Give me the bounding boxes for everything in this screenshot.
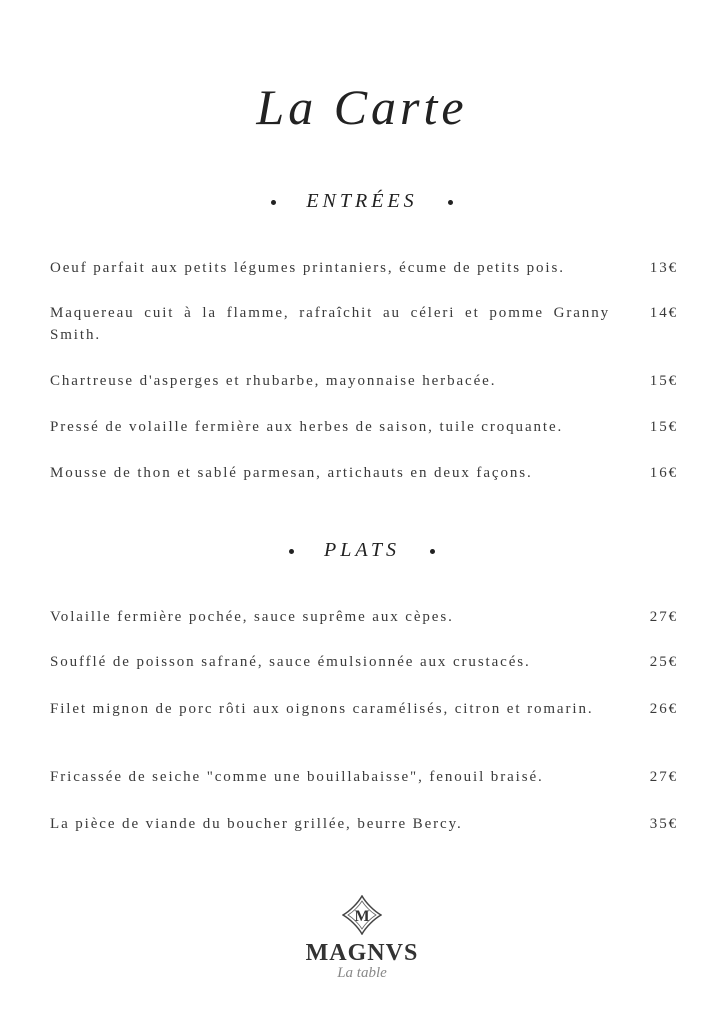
- bullet-icon: [430, 549, 435, 554]
- brand-subtitle: La table: [337, 965, 387, 981]
- menu-item: [50, 462, 678, 484]
- item-price: 26€: [649, 701, 678, 717]
- item-description: Pressé de volaille fermière aux herbes de saison, tuile croquante.: [50, 419, 564, 435]
- item-description: Oeuf parfait aux petits légumes printaniers, écume de petits pois.: [50, 260, 565, 276]
- item-description: Soufflé de poisson safrané, sauce émulsionnée aux crustacés.: [50, 654, 531, 670]
- item-price: 27€: [649, 609, 678, 625]
- item-description: Filet mignon de porc rôti aux oignons caramélisés, citron et romarin.: [50, 701, 594, 717]
- menu-item: [50, 766, 678, 788]
- item-price: 27€: [649, 769, 678, 785]
- item-price: 35€: [649, 816, 678, 832]
- item-price: 14€: [649, 305, 678, 321]
- page-title: La Carte: [256, 79, 468, 135]
- menu-item: [50, 606, 678, 628]
- item-description: Maquereau cuit à la flamme, rafraîchit au céleri et pomme Granny Smith.: [50, 305, 610, 343]
- svg-text:M: M: [354, 908, 370, 925]
- brand-logo: [0, 895, 724, 981]
- item-description: Fricassée de seiche "comme une bouillabaisse", fenouil braisé.: [50, 769, 544, 785]
- menu-item: [50, 302, 678, 346]
- menu-item: [50, 813, 678, 835]
- menu-item: [50, 370, 678, 392]
- section-heading-plats: [0, 539, 724, 562]
- item-price: 13€: [649, 260, 678, 276]
- section-heading-entrees: [0, 190, 724, 213]
- item-price: 25€: [649, 654, 678, 670]
- item-description: La pièce de viande du boucher grillée, beurre Bercy.: [50, 816, 463, 832]
- menu-item: [50, 698, 678, 720]
- menu-item: [50, 651, 678, 673]
- brand-name: MAGNVS: [305, 940, 419, 966]
- bullet-icon: [448, 200, 453, 205]
- item-description: Mousse de thon et sablé parmesan, artichauts en deux façons.: [50, 465, 533, 481]
- section-title: ENTRÉES: [306, 190, 418, 212]
- bullet-icon: [271, 200, 276, 205]
- item-price: 15€: [649, 419, 678, 435]
- menu-item: [50, 257, 678, 279]
- section-title: PLATS: [324, 539, 400, 561]
- emblem-icon: [342, 895, 382, 935]
- menu-item: [50, 416, 678, 438]
- item-price: 15€: [649, 373, 678, 389]
- item-description: Volaille fermière pochée, sauce suprême aux cèpes.: [50, 609, 454, 625]
- item-description: Chartreuse d'asperges et rhubarbe, mayonnaise herbacée.: [50, 373, 497, 389]
- bullet-icon: [289, 549, 294, 554]
- item-price: 16€: [649, 465, 678, 481]
